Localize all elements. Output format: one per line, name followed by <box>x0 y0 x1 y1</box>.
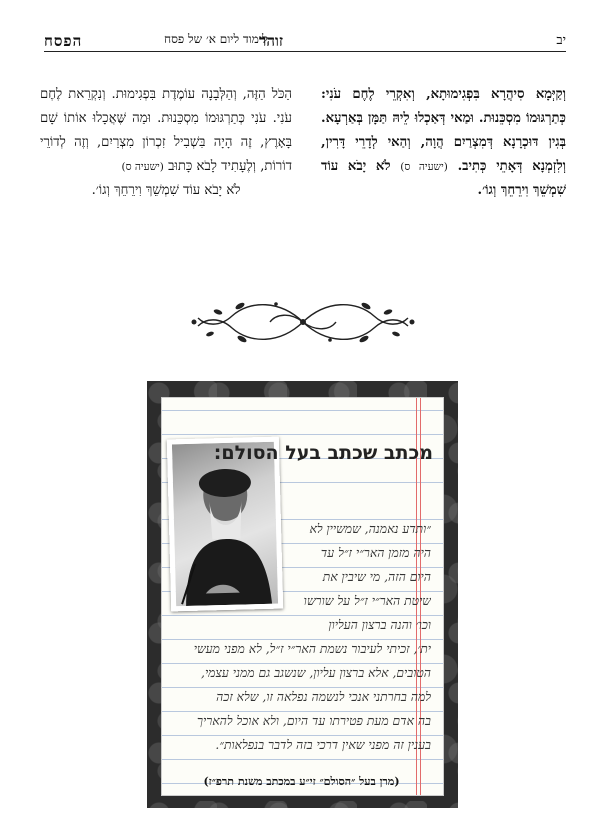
letter-line: וכו׳ והנה ברצון העליון <box>328 618 431 632</box>
letter-line: ית׳, זכיתי לעיבור נשמת האר״י ז״ל, לא מפני מעשי <box>193 642 431 656</box>
page-number: יב <box>556 33 566 48</box>
translation-source: (ישעיה ס) <box>121 161 164 173</box>
letter-panel <box>147 381 458 808</box>
letter-title: מכתב שכתב בעל הסולם: <box>213 442 433 464</box>
letter-line: בענין זה מפני שאין דרכי בזה לדבר בנפלאות״. <box>215 738 431 752</box>
letter-line: בה אדם מעת פטירתו עד היום, ולא אוכל להאריך <box>196 714 431 728</box>
notebook-paper <box>161 397 444 796</box>
section-title: הפסח <box>44 32 83 50</box>
aramaic-ending: לֹא יָבֹא עוֹד שִׁמְשֵׁךְ וִירֵחֵךְ וְגוֹ׳. <box>321 159 566 198</box>
letter-caption: (מרן בעל ״הסולם״ זי״ע במכתב משנת תרפ״ז) <box>203 775 400 788</box>
hebrew-translation-column <box>40 83 292 203</box>
letter-line: שיטת האר״י ז״ל על שורשו <box>303 594 431 608</box>
floral-ornament <box>180 292 426 352</box>
letter-line: היום הזה, מי שיבין את <box>322 570 431 584</box>
handwritten-letter <box>176 517 431 757</box>
aramaic-source: (ישעיה ס) <box>400 161 448 173</box>
aramaic-column <box>321 83 566 203</box>
running-header <box>44 30 566 52</box>
study-subtitle: לימוד ליום א׳ של פסח <box>164 32 268 46</box>
letter-line: ״ותדע נאמנה, שמשיין לא <box>309 522 431 536</box>
translation-ending: לֹא יָבֹא עוֹד שִׁמְשֵׁךְ וִירֵחֵךְ וְגוֹ׳. <box>91 183 241 198</box>
letter-line: היה מזמן האר״י ז״ל עד <box>320 546 431 560</box>
aramaic-text: וְקַיְּמָא סִיהֲרָא בִּפְגִימוּתָא, וְאִקְרֵי לֶחֶם עֹנִי: כְּתַרְגּוּמוֹ מִסְכֵּנוּת. וּמַאי דְּאַכְלוּ לֵיהּ תַּמָּן בְּאַרְעָא. בְּגִין דּוּכְרָנָא דְּמִצְרַיִם הֲוָה, וְהַאי לְדָרֵי דָּרִין, וְלִזְמְנָא דְּאָתֵי כְּתִיב. <box>321 87 567 174</box>
letter-line: הטובים, אלא ברצון עליון, שנשגב גם ממני עצמי, <box>201 666 431 680</box>
book-title: זוהר <box>259 32 284 50</box>
translation-text: הַכֹּל הַזֶּה, וְהַלְּבָנָה עוֹמֶדֶת בִּפְגִימוּת. וְנִקְרֵאת לֶחֶם עֹנִי. עֹנִי כְּתַרְגּוּמוֹ מִסְכֵּנוּת. וּמַה שֶּׁאֲכָלוּ אוֹתוֹ שָׁם בָּאָרֶץ, זֶה הָיָה בִּשְׁבִיל זִכְרוֹן מִצְרַיִם, וְזֶה לְדוֹרֵי דוֹרוֹת, וְלֶעָתִיד לָבֹא כָּתוּב <box>40 87 292 174</box>
letter-line: למה בחרתני אנכי לנשמה נפלאה זו, שלא זכה <box>216 690 431 704</box>
